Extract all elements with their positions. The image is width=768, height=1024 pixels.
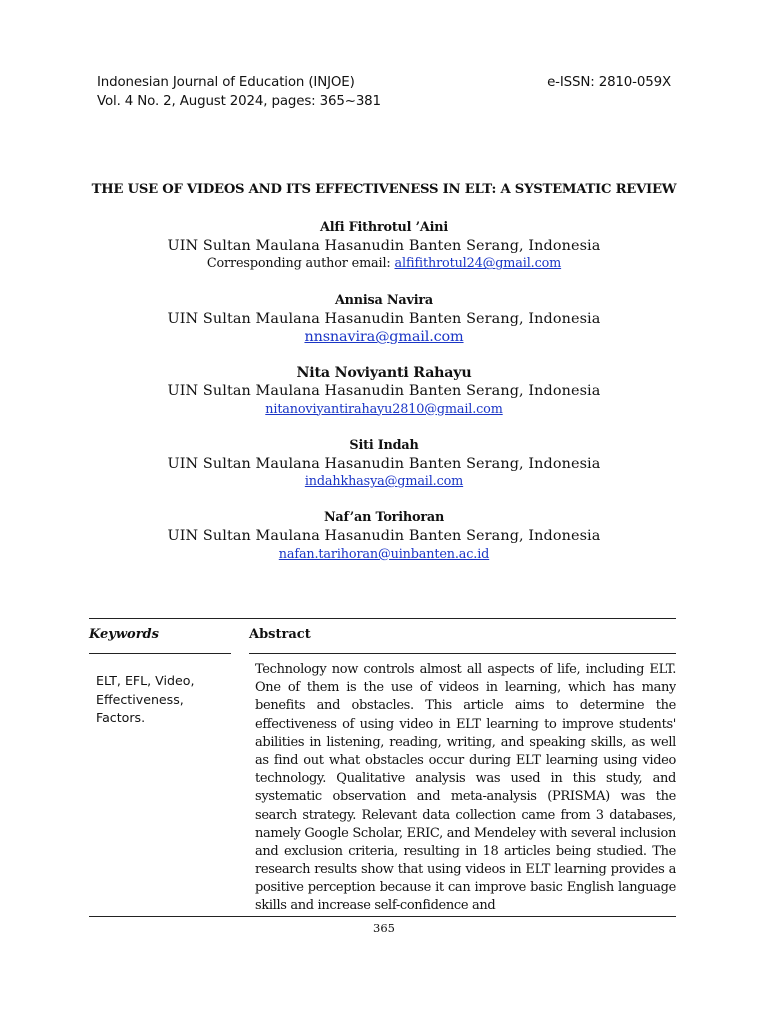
abstract-heading: Abstract (249, 627, 311, 642)
issn-label: e-ISSN: 2810-059X (547, 75, 671, 90)
table-top-rule (89, 618, 676, 619)
author-email-line (0, 546, 768, 564)
paper-title: THE USE OF VIDEOS AND ITS EFFECTIVENESS IN ELT: A SYSTEMATIC REVIEW (91, 182, 677, 197)
author-block (0, 509, 768, 582)
keyword-line: ELT, EFL, Video, (96, 673, 195, 688)
author-list (0, 219, 768, 582)
keyword-line: Effectiveness, (96, 691, 184, 707)
author-block (0, 364, 768, 437)
author-email-line (0, 473, 768, 491)
author-email-link[interactable]: nnsnavira@gmail.com (304, 329, 464, 345)
author-email-line (0, 401, 768, 419)
table-bottom-rule (89, 916, 676, 917)
author-email-link[interactable]: alfifithrotul24@gmail.com (394, 256, 562, 272)
author-affiliation: UIN Sultan Maulana Hasanudin Banten Serang, Indonesia (167, 310, 601, 327)
journal-header (97, 74, 381, 111)
keywords-list (96, 672, 226, 728)
author-block (0, 219, 768, 292)
author-name: Nita Noviyanti Rahayu (296, 365, 472, 382)
abstract-text: Technology now controls almost all aspects of life, including ELT. One of them is the use of videos in learning, which has many benefits and obstacles. This article aims to determine the effectiveness of using video in ELT learning to improve students' abilities in listening, reading, writing, and speaking skills, as well as find out what obstacles occur during ELT learning using video technology. Qualitative analysis was used in this study, and systematic observation and meta-analysis (PRISMA) was the search strategy. Relevant data collection came from 3 databases, namely Google Scholar, ERIC, and Mendeley with several inclusion and exclusion criteria, resulting in 18 articles being studied. The research results show that using videos in ELT learning provides a positive perception because it can improve basic English language skills and increase self-confidence and (255, 662, 676, 914)
author-email-line (0, 255, 768, 273)
keywords-heading: Keywords (89, 627, 159, 642)
page-number: 365 (373, 921, 395, 935)
author-affiliation: UIN Sultan Maulana Hasanudin Banten Serang, Indonesia (167, 383, 601, 400)
corresponding-label: Corresponding author email: (206, 256, 395, 272)
journal-name: Indonesian Journal of Education (INJOE) (97, 75, 355, 90)
author-email-link[interactable]: nafan.tarihoran@uinbanten.ac.id (278, 546, 490, 562)
author-block (0, 437, 768, 510)
author-name: Alfi Fithrotul ’Aini (320, 220, 448, 235)
author-block (0, 292, 768, 365)
keywords-header-rule (89, 653, 231, 654)
author-email-link[interactable]: nitanoviyantirahayu2810@gmail.com (265, 401, 503, 417)
author-email-link[interactable]: indahkhasya@gmail.com (304, 474, 464, 490)
author-affiliation: UIN Sultan Maulana Hasanudin Banten Serang, Indonesia (167, 238, 601, 254)
author-email-line (0, 328, 768, 346)
author-name: Siti Indah (349, 437, 419, 453)
keyword-line: Factors. (96, 710, 146, 726)
author-name: Annisa Navira (334, 292, 434, 308)
author-affiliation: UIN Sultan Maulana Hasanudin Banten Serang, Indonesia (167, 455, 601, 472)
author-name: Naf’an Torihoran (323, 510, 445, 526)
abstract-header-rule (249, 653, 676, 654)
author-affiliation: UIN Sultan Maulana Hasanudin Banten Serang, Indonesia (167, 528, 601, 545)
journal-volume: Vol. 4 No. 2, August 2024, pages: 365~381 (97, 93, 381, 109)
